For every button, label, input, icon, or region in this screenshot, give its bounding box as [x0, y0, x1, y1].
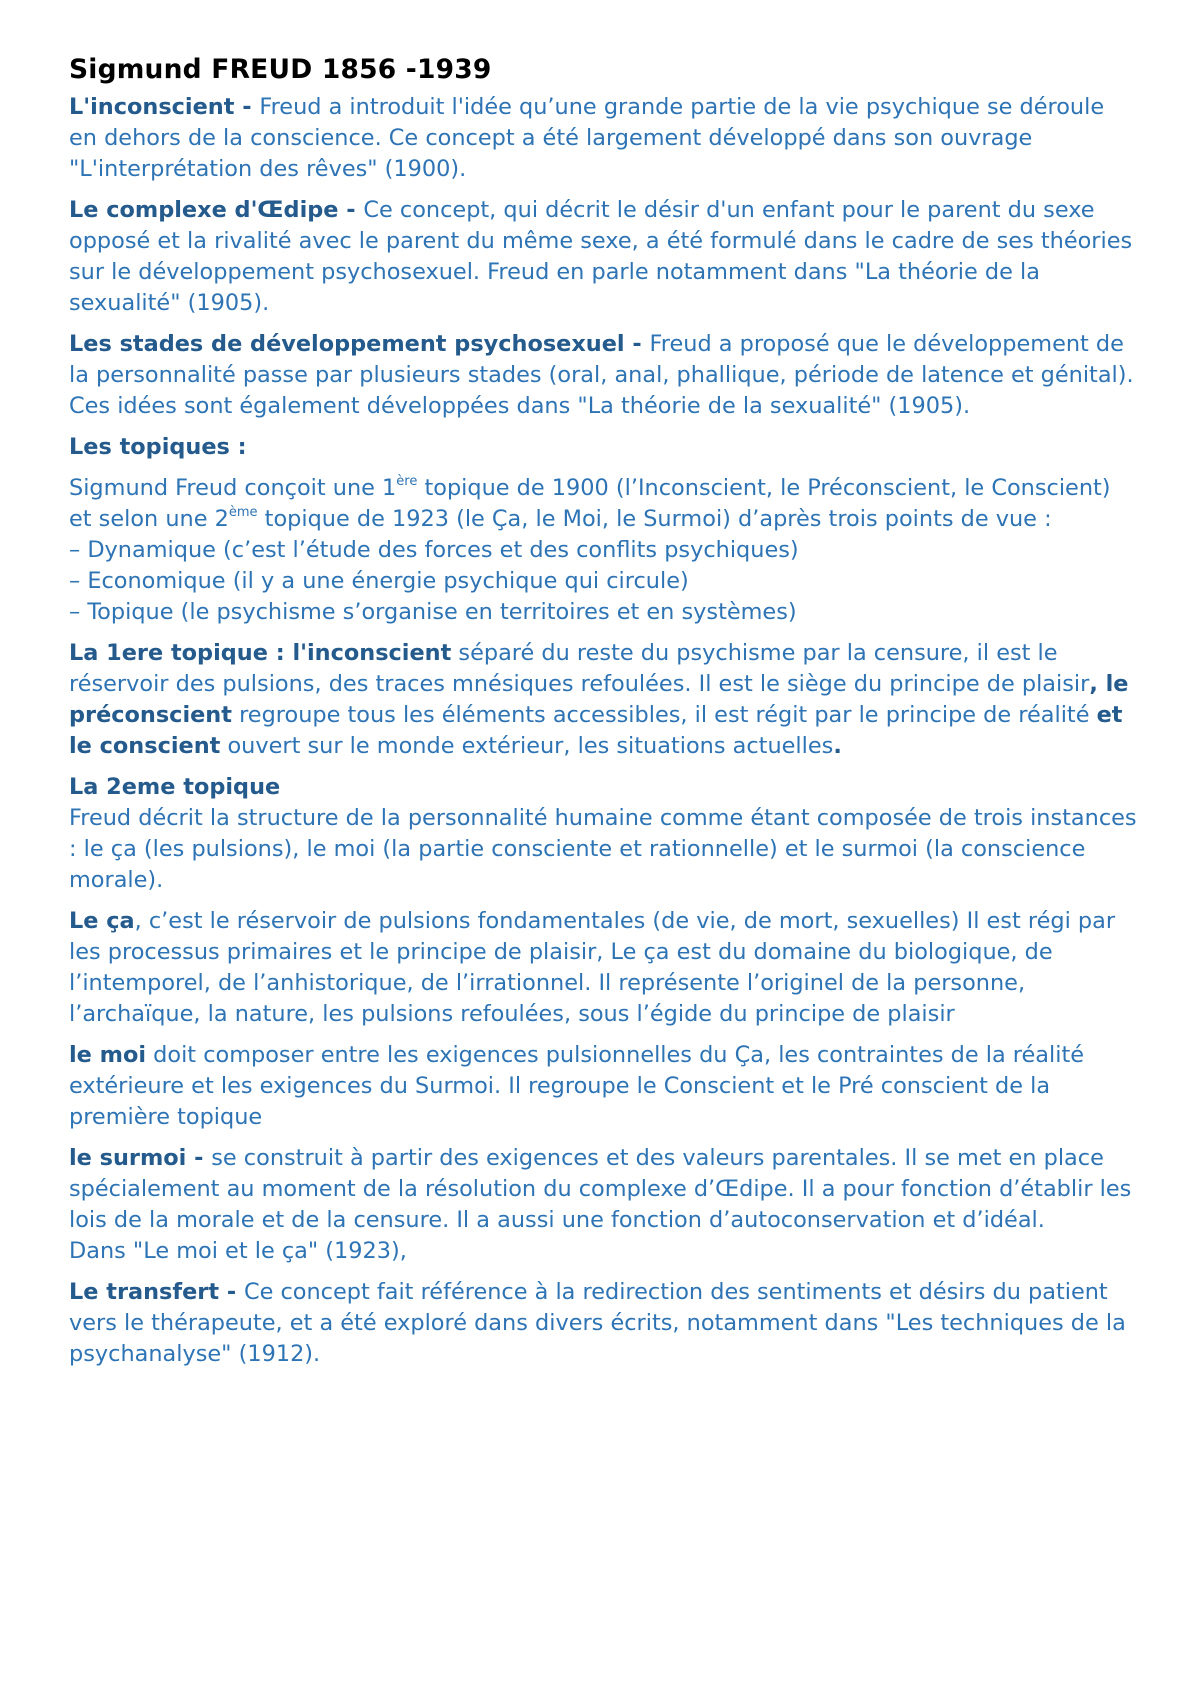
section-oedipe — [69, 195, 1139, 319]
topiques-intro-b: topique de 1900 (l’Inconscient, le Préconscient, le Conscient) et selon une 2 — [69, 475, 1111, 532]
heading-deuxieme-topique: La 2eme topique — [69, 774, 281, 800]
text-surmoi: se construit à partir des exigences et des valeurs parentales. Il se met en place spécialement au moment de la résolution du complexe d’Œdipe. Il a pour fonction d’établir les lois de la morale et de la censure. Il a aussi une fonction d’autoconservation et d’idéal. — [69, 1145, 1132, 1233]
separator: - — [186, 1145, 212, 1171]
heading-transfert: Le transfert — [69, 1279, 220, 1305]
text-premiere-1: séparé du reste du psychisme par la censure, il est le réservoir des pulsions, des traces mnésiques refoulées. Il est le siège du principe de plaisir — [69, 640, 1090, 697]
separator: - — [219, 1279, 244, 1305]
text-premiere-2: regroupe tous les éléments accessibles, il est régit par le principe de réalité — [231, 702, 1097, 728]
topiques-point-economique: – Economique (il y a une énergie psychique qui circule) — [69, 568, 689, 594]
separator: - — [338, 197, 364, 223]
section-topiques — [69, 473, 1139, 628]
text-oedipe: Ce concept, qui décrit le désir d'un enfant pour le parent du sexe opposé et la rivalité avec le parent du même sexe, a été formulé dans le cadre de ses théories sur le développement psychosexuel. Freud en parle notamment dans "La théorie de la sexualité" (1905). — [69, 197, 1133, 316]
surmoi-reference: Dans "Le moi et le ça" (1923), — [69, 1238, 407, 1264]
text-deuxieme: Freud décrit la structure de la personnalité humaine comme étant composée de trois instances : le ça (les pulsions), le moi (la partie consciente et rationnelle) et le surmoi (la conscience morale). — [69, 805, 1137, 893]
section-transfert — [69, 1277, 1139, 1370]
heading-inconscient: L'inconscient — [69, 94, 235, 120]
text-transfert: Ce concept fait référence à la redirection des sentiments et désirs du patient vers le thérapeute, et a été exploré dans divers écrits, notamment dans "Les techniques de la psychanalyse" (1912). — [69, 1279, 1126, 1367]
document-title: Sigmund FREUD 1856 -1939 — [69, 54, 492, 85]
heading-moi: le moi — [69, 1042, 147, 1068]
text-inconscient: Freud a introduit l'idée qu’une grande partie de la vie psychique se déroule en dehors de la conscience. Ce concept a été largement développé dans son ouvrage "L'interprétation des rêves" (1900). — [69, 94, 1105, 182]
section-inconscient — [69, 92, 1139, 185]
separator: - — [624, 331, 650, 357]
section-topiques-heading — [69, 432, 1139, 463]
text-premiere-3: ouvert sur le monde extérieur, les situations actuelles — [220, 733, 834, 759]
section-surmoi — [69, 1143, 1139, 1267]
topiques-point-topique: – Topique (le psychisme s’organise en territoires et en systèmes) — [69, 599, 797, 625]
heading-topiques: Les topiques : — [69, 434, 247, 460]
section-ca — [69, 906, 1139, 1030]
text-moi: doit composer entre les exigences pulsionnelles du Ça, les contraintes de la réalité extérieure et les exigences du Surmoi. Il regroupe le Conscient et le Pré conscient de la première topique — [69, 1042, 1085, 1130]
bold-conscient: et le conscient — [69, 702, 1123, 759]
bold-preconscient: , le préconscient — [69, 671, 1129, 728]
topiques-intro-c: topique de 1923 (le Ça, le Moi, le Surmoi) d’après trois points de vue : — [257, 506, 1052, 532]
heading-oedipe: Le complexe d'Œdipe — [69, 197, 339, 223]
section-moi — [69, 1040, 1139, 1133]
section-stades — [69, 329, 1139, 422]
bold-period: . — [833, 733, 842, 759]
heading-ca: Le ça — [69, 908, 135, 934]
text-stades: Freud a proposé que le développement de la personnalité passe par plusieurs stades (oral, anal, phallique, période de latence et génital). Ces idées sont également développées dans "La théorie de la sexualité" (1905). — [69, 331, 1134, 419]
superscript-ere: ère — [396, 473, 418, 489]
separator: - — [234, 94, 260, 120]
heading-surmoi: le surmoi — [69, 1145, 187, 1171]
text-ca: , c’est le réservoir de pulsions fondamentales (de vie, de mort, sexuelles) Il est régi par les processus primaires et le principe de plaisir, Le ça est du domaine du biologique, de l’intemporel, de l’anhistorique, de l’irrationnel. Il représente l’originel de la personne, l’archaïque, la nature, les pulsions refoulées, sous l’égide du principe de plaisir — [69, 908, 1116, 1027]
section-deuxieme-topique — [69, 772, 1139, 896]
heading-stades: Les stades de développement psychosexuel — [69, 331, 625, 357]
heading-premiere-topique: La 1ere topique : l'inconscient — [69, 640, 452, 666]
superscript-eme: ème — [228, 504, 258, 520]
document-page — [69, 52, 1139, 1380]
section-premiere-topique — [69, 638, 1139, 762]
topiques-intro-a: Sigmund Freud conçoit une 1 — [69, 475, 397, 501]
topiques-point-dynamique: – Dynamique (c’est l’étude des forces et des conflits psychiques) — [69, 537, 799, 563]
